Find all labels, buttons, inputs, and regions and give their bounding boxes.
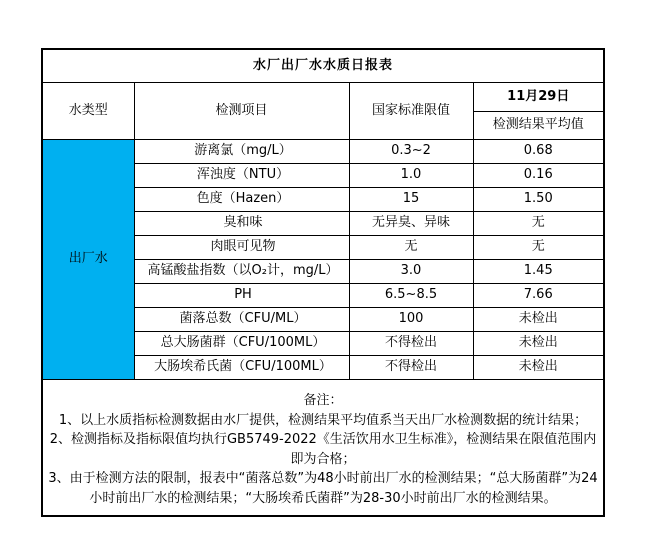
- title-row: [42, 49, 604, 82]
- header-water-type: 水类型: [42, 82, 134, 139]
- cell-result: 1.45: [473, 259, 604, 283]
- cell-limit: 不得检出: [349, 355, 473, 379]
- cell-limit: 1.0: [349, 163, 473, 187]
- cell-limit: 100: [349, 307, 473, 331]
- header-limit: 国家标准限值: [349, 82, 473, 139]
- cell-result: 未检出: [473, 331, 604, 355]
- table-row: [42, 139, 604, 163]
- cell-item: 总大肠菌群（CFU/100ML）: [134, 331, 349, 355]
- cell-item: 高锰酸盐指数（以O₂计，mg/L）: [134, 259, 349, 283]
- cell-item: 色度（Hazen）: [134, 187, 349, 211]
- cell-item: PH: [134, 283, 349, 307]
- note-item-3: 3、由于检测方法的限制，报表中“菌落总数”为48小时前出厂水的检测结果；“总大肠菌群”为24小时前出厂水的检测结果；“大肠埃希氏菌群”为28-30小时前出厂水的检测结果。: [48, 471, 598, 506]
- report-title: 水厂出厂水水质日报表: [42, 49, 604, 82]
- water-type-merged-cell: 出厂水: [42, 139, 134, 379]
- cell-result: 0.68: [473, 139, 604, 163]
- header-row-top: [42, 82, 604, 111]
- cell-limit: 无异臭、异味: [349, 211, 473, 235]
- cell-result: 未检出: [473, 307, 604, 331]
- notes-label: 备注：: [303, 393, 343, 409]
- water-quality-report-table: [41, 48, 605, 517]
- cell-result: 0.16: [473, 163, 604, 187]
- notes-row: [42, 379, 604, 516]
- cell-limit: 不得检出: [349, 331, 473, 355]
- cell-result: 无: [473, 235, 604, 259]
- header-result: 检测结果平均值: [473, 111, 604, 139]
- note-item-2: 2、检测指标及指标限值均执行GB5749-2022《生活饮用水卫生标准》，检测结果在限值范围内即为合格；: [49, 432, 597, 467]
- cell-result: 未检出: [473, 355, 604, 379]
- cell-item: 浑浊度（NTU）: [134, 163, 349, 187]
- cell-limit: 无: [349, 235, 473, 259]
- cell-item: 游离氯（mg/L）: [134, 139, 349, 163]
- cell-item: 菌落总数（CFU/ML）: [134, 307, 349, 331]
- header-item: 检测项目: [134, 82, 349, 139]
- cell-item: 大肠埃希氏菌（CFU/100ML）: [134, 355, 349, 379]
- cell-item: 肉眼可见物: [134, 235, 349, 259]
- cell-result: 1.50: [473, 187, 604, 211]
- cell-limit: 3.0: [349, 259, 473, 283]
- header-date: 11月29日: [473, 82, 604, 111]
- cell-limit: 15: [349, 187, 473, 211]
- cell-item: 臭和味: [134, 211, 349, 235]
- cell-result: 无: [473, 211, 604, 235]
- cell-result: 7.66: [473, 283, 604, 307]
- cell-limit: 0.3~2: [349, 139, 473, 163]
- cell-limit: 6.5~8.5: [349, 283, 473, 307]
- notes-block: [42, 379, 604, 516]
- note-item-1: 1、以上水质指标检测数据由水厂提供，检测结果平均值系当天出厂水检测数据的统计结果；: [58, 412, 588, 428]
